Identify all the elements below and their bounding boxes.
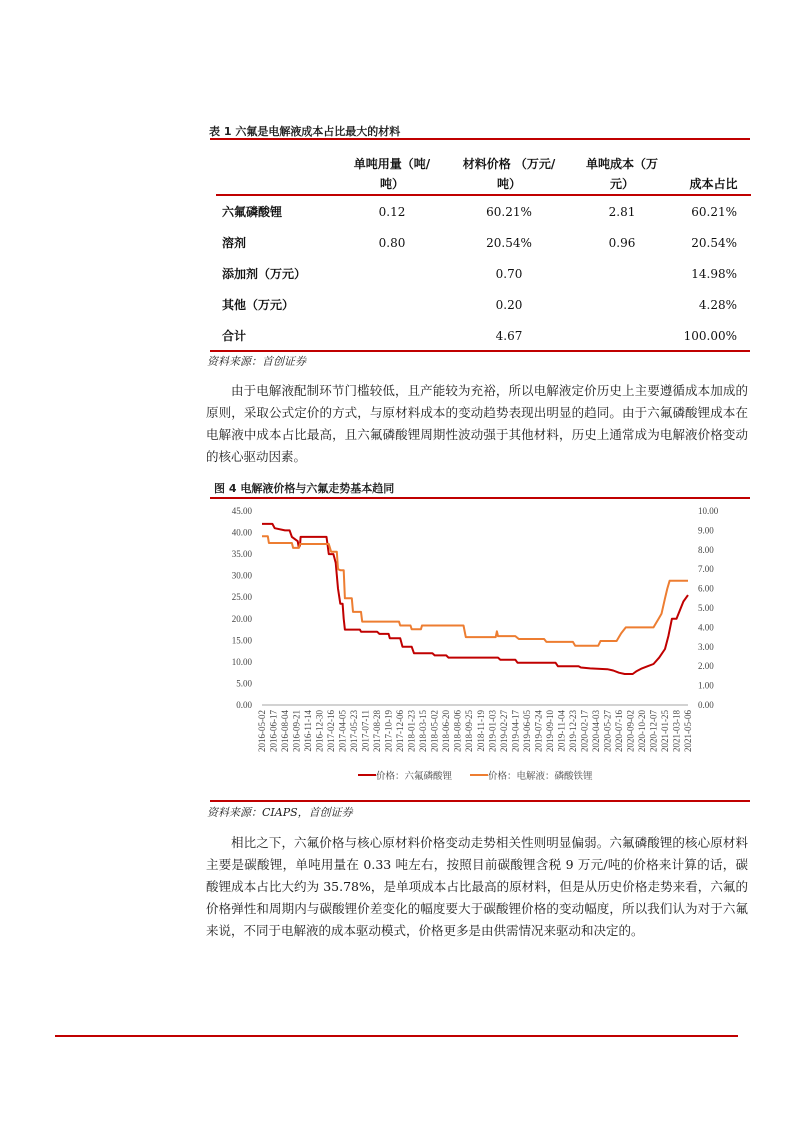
price-chart [210, 500, 750, 800]
x-tick-label: 2017-08-28 [372, 710, 383, 752]
table-header-usage: 单吨用量（吨/ 吨） [353, 157, 431, 191]
figure-top-rule [210, 497, 750, 499]
table-source: 资料来源：首创证券 [207, 355, 306, 368]
x-tick-label: 2020-10-20 [636, 710, 647, 752]
x-tick-label: 2019-09-10 [544, 710, 555, 752]
x-tick-label: 2017-05-23 [349, 710, 360, 752]
y-left-tick-label: 20.00 [231, 613, 252, 624]
figure-caption: 图 4 电解液价格与六氟走势基本趋同 [214, 482, 395, 495]
x-tick-label: 2019-07-24 [533, 710, 544, 752]
x-tick-label: 2019-11-04 [556, 710, 567, 752]
x-tick-label: 2016-09-21 [291, 710, 302, 752]
x-tick-label: 2017-10-19 [383, 710, 394, 752]
y-right-tick-label: 3.00 [698, 641, 714, 652]
figure-source: 资料来源：CIAPS，首创证券 [207, 806, 353, 819]
x-tick-label: 2021-03-18 [671, 710, 682, 752]
x-tick-label: 2021-01-25 [659, 710, 670, 752]
x-tick-label: 2019-06-05 [521, 710, 532, 752]
x-tick-label: 2017-02-16 [326, 710, 337, 752]
y-right-tick-label: 7.00 [698, 564, 714, 575]
x-tick-label: 2018-09-25 [464, 710, 475, 752]
x-tick-label: 2020-04-03 [590, 710, 601, 752]
x-tick-label: 2016-11-14 [303, 710, 314, 752]
y-right-tick-label: 10.00 [698, 506, 719, 516]
table-row: 合计 4.67 100.00% [222, 328, 737, 343]
x-tick-label: 2020-09-02 [625, 710, 636, 752]
y-left-tick-label: 30.00 [231, 570, 252, 581]
x-tick-label: 2019-04-17 [510, 710, 521, 752]
series-line-lipf6 [262, 524, 688, 674]
x-tick-label: 2017-04-05 [337, 710, 348, 752]
y-right-tick-label: 0.00 [698, 700, 714, 710]
table-header-cost: 单吨成本（万 元） [585, 157, 658, 191]
x-tick-label: 2016-12-30 [314, 710, 325, 752]
y-left-tick-label: 15.00 [231, 635, 252, 646]
paragraph-2: 相比之下，六氟价格与核心原材料价格变动走势相关性则明显偏弱。六氟磷酸锂的核心原材料主要是碳酸锂，单吨用量在 0.33 吨左右，按照目前碳酸锂含税 9 万元/吨的价格来计算的话，碳酸锂成本占比大约为 35.78%，是单项成本占比最高的原材料，但是从历史价格走势来看，六氟的价格弹性和周期内与碳酸锂价差变化的幅度要大于碳酸锂价格的变动幅度，所以我们认为对于六氟来说，不同于电解液的成本驱动模式，价格更多是由供需情况来驱动和决定的。 [206, 835, 748, 938]
x-tick-label: 2019-01-03 [487, 710, 498, 752]
legend-label-electrolyte: 价格：电解液：磷酸铁锂 [488, 771, 593, 782]
table-bottom-rule [210, 350, 750, 352]
y-right-tick-label: 8.00 [698, 544, 714, 555]
legend-swatch-lipf6 [358, 774, 376, 776]
x-tick-label: 2016-08-04 [280, 710, 291, 752]
y-right-tick-label: 9.00 [698, 525, 714, 536]
table-row: 溶剂 0.80 20.54% 0.96 20.54% [222, 235, 737, 250]
y-left-tick-label: 40.00 [231, 527, 252, 538]
table-caption: 表 1 六氟是电解液成本占比最大的材料 [209, 125, 401, 138]
x-tick-label: 2018-11-19 [475, 710, 486, 752]
y-left-tick-label: 25.00 [231, 592, 252, 603]
y-right-tick-label: 5.00 [698, 603, 714, 613]
x-tick-label: 2019-02-27 [498, 710, 509, 752]
series-line-electrolyte [262, 536, 688, 646]
x-tick-label: 2021-05-06 [683, 710, 693, 752]
chart-legend [358, 768, 598, 782]
y-left-tick-label: 10.00 [231, 656, 252, 667]
y-left-tick-label: 45.00 [231, 506, 252, 516]
x-tick-label: 2018-08-06 [452, 710, 463, 752]
table-row: 添加剂（万元） 0.70 14.98% [222, 266, 737, 281]
x-tick-label: 2017-07-11 [360, 710, 371, 752]
footer-rule [55, 1035, 738, 1037]
table-row: 六氟磷酸锂 0.12 60.21% 2.81 60.21% [222, 204, 737, 219]
y-left-tick-label: 35.00 [231, 549, 252, 560]
x-tick-label: 2018-03-15 [418, 710, 429, 752]
x-tick-label: 2016-05-02 [257, 710, 267, 752]
x-tick-label: 2018-06-20 [441, 710, 452, 752]
x-tick-label: 2018-05-02 [429, 710, 440, 752]
y-left-tick-label: 5.00 [236, 678, 252, 689]
x-tick-label: 2016-06-17 [268, 710, 279, 752]
x-tick-label: 2019-12-23 [567, 710, 578, 752]
y-left-tick-label: 0.00 [236, 700, 252, 710]
x-tick-label: 2020-07-16 [613, 710, 624, 752]
x-tick-label: 2020-02-17 [579, 710, 590, 752]
y-right-tick-label: 1.00 [698, 680, 714, 691]
x-tick-label: 2020-05-27 [602, 710, 613, 752]
figure-bottom-rule [210, 800, 750, 802]
cost-table [216, 139, 751, 351]
table-header-item [216, 139, 334, 195]
x-tick-label: 2017-12-06 [395, 710, 406, 752]
x-tick-label: 2018-01-23 [406, 710, 417, 752]
y-right-tick-label: 2.00 [698, 661, 714, 672]
y-right-tick-label: 4.00 [698, 622, 714, 633]
table-header-price: 材料价格 （万元/ 吨） [462, 157, 556, 191]
paragraph-1: 由于电解液配制环节门槛较低，且产能较为充裕，所以电解液定价历史上主要遵循成本加成的原则，采取公式定价的方式，与原材料成本的变动趋势表现出明显的趋同。由于六氟磷酸锂成本在电解液中成本占比最高，且六氟磷酸锂周期性波动强于其他材料，历史上通常成为电解液价格变动的核心驱动因素。 [206, 383, 748, 464]
table-header-share: 成本占比 [689, 177, 738, 191]
y-right-tick-label: 6.00 [698, 583, 714, 594]
x-tick-label: 2020-12-07 [648, 710, 659, 752]
legend-swatch-electrolyte [470, 774, 488, 776]
legend-label-lipf6: 价格：六氟磷酸锂 [376, 771, 453, 782]
table-row: 其他（万元） 0.20 4.28% [222, 297, 737, 312]
